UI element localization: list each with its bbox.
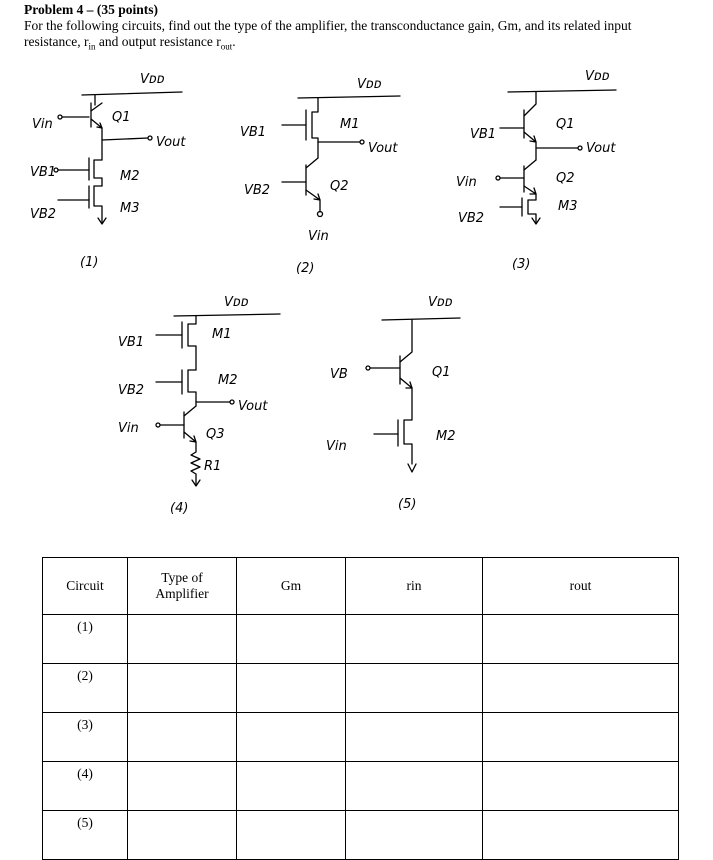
c3-vdd-label: Vᴅᴅ	[585, 69, 610, 84]
table-row	[43, 713, 679, 762]
c2-vdd-rail	[298, 96, 400, 98]
c3-m3-label: M3	[558, 199, 578, 214]
c1-vout-terminal	[148, 136, 152, 140]
c1-m2-label: M2	[120, 169, 140, 184]
c1-vin-terminal	[58, 115, 62, 119]
instructions-line2b: and output resistance r	[95, 34, 221, 49]
c3-q1-emitter-arrow	[524, 132, 536, 142]
c1-vb2-label: VB2	[30, 207, 57, 222]
c2-vout-label: Vout	[368, 141, 398, 156]
c5-q1-collector	[400, 320, 412, 362]
c3-vout-label: Vout	[586, 141, 616, 156]
circuit-4	[118, 295, 280, 516]
c1-m3-label: M3	[120, 201, 140, 216]
c5-q1-emitter-arrow	[400, 378, 412, 388]
c4-vin-label: Vin	[118, 421, 139, 436]
c5-q1-label: Q1	[432, 365, 451, 380]
rin-cell[interactable]	[346, 811, 483, 860]
c5-vb-label: VB	[330, 367, 348, 382]
gm-cell[interactable]	[237, 615, 346, 664]
circuit-3	[456, 69, 616, 272]
header-rout: rout	[483, 558, 679, 615]
c2-vdd-label: Vᴅᴅ	[357, 77, 382, 92]
c2-number: (2)	[296, 261, 315, 276]
rout-subscript: out	[220, 41, 233, 52]
table-row	[43, 615, 679, 664]
c3-q2-collector-arm	[524, 160, 536, 170]
c4-vdd-rail	[174, 314, 280, 316]
c4-m2-channel	[188, 370, 196, 406]
c3-vdd-rail	[508, 90, 616, 92]
c4-q3-emitter-arrow	[184, 432, 196, 442]
row-circuit-label: (1)	[43, 615, 128, 664]
c4-number: (4)	[170, 501, 189, 516]
c4-r1-label: R1	[204, 459, 222, 474]
table-row	[43, 811, 679, 860]
c2-m1-label: M1	[340, 117, 360, 132]
c1-vb1-label: VB1	[30, 165, 57, 180]
c2-vin-label: Vin	[308, 229, 329, 244]
rout-cell[interactable]	[483, 713, 679, 762]
circuit-5	[326, 295, 460, 512]
c4-r1-resistor	[191, 442, 200, 484]
rout-cell[interactable]	[483, 811, 679, 860]
c5-vin-label: Vin	[326, 439, 347, 454]
c1-q1-emitter-arrow	[91, 119, 102, 128]
c1-vout-label: Vout	[156, 135, 186, 150]
c2-vb1-label: VB1	[240, 125, 267, 140]
c4-m1-label: M1	[212, 327, 232, 342]
c1-m2-channel	[94, 160, 102, 186]
c3-vb1-label: VB1	[470, 127, 497, 142]
type-cell[interactable]	[128, 615, 237, 664]
header-rin: rin	[346, 558, 483, 615]
c5-number: (5)	[398, 497, 417, 512]
rout-cell[interactable]	[483, 615, 679, 664]
c1-vout-wire	[102, 138, 148, 140]
c4-q3-collector-arm	[184, 406, 196, 416]
c3-number: (3)	[512, 257, 531, 272]
answer-table-header	[43, 558, 679, 615]
type-cell[interactable]	[128, 762, 237, 811]
c5-m2-channel	[404, 388, 412, 464]
c1-vdd-rail	[82, 92, 182, 95]
c4-vout-terminal	[230, 400, 234, 404]
gm-cell[interactable]	[237, 664, 346, 713]
rin-cell[interactable]	[346, 713, 483, 762]
header-type-line2: Amplifier	[155, 586, 209, 601]
c5-m2-label: M2	[436, 429, 456, 444]
c1-vdd-label: Vᴅᴅ	[140, 72, 165, 87]
problem-title: Problem 4 – (35 points)	[24, 2, 158, 17]
c4-vb1-label: VB1	[118, 335, 145, 350]
c3-vb2-label: VB2	[458, 211, 485, 226]
c4-q3-label: Q3	[206, 427, 225, 442]
c1-m3-channel	[94, 186, 102, 222]
instructions-line2a: resistance, r	[24, 34, 89, 49]
c2-vout-terminal	[360, 140, 364, 144]
c2-m1-channel	[312, 98, 318, 158]
c3-q2-label: Q2	[556, 171, 575, 186]
c3-vin-terminal	[496, 176, 500, 180]
instructions-line2c: .	[232, 34, 236, 49]
c1-number: (1)	[80, 255, 99, 270]
c4-vb2-label: VB2	[118, 383, 145, 398]
c1-q1-collector-arm	[91, 103, 102, 111]
table-row	[43, 762, 679, 811]
rin-cell[interactable]	[346, 664, 483, 713]
header-circuit: Circuit	[43, 558, 128, 615]
c3-vout-terminal	[578, 146, 582, 150]
c3-vin-label: Vin	[456, 175, 477, 190]
table-row	[43, 664, 679, 713]
answer-table	[42, 557, 679, 860]
type-cell[interactable]	[128, 713, 237, 762]
rin-subscript: in	[88, 41, 96, 52]
circuit-2	[240, 77, 400, 276]
c1-q1-label: Q1	[112, 110, 131, 125]
header-type-line1: Type of	[161, 570, 203, 585]
c5-vdd-label: Vᴅᴅ	[428, 295, 453, 310]
circuit-1	[30, 72, 186, 270]
c4-vdd-label: Vᴅᴅ	[224, 295, 249, 310]
c4-vout-label: Vout	[238, 399, 268, 414]
type-cell[interactable]	[128, 664, 237, 713]
row-circuit-label: (5)	[43, 811, 128, 860]
c1-vin-label: Vin	[32, 117, 53, 132]
gm-cell[interactable]	[237, 713, 346, 762]
c5-vdd-rail	[382, 318, 460, 320]
c2-vb2-label: VB2	[244, 183, 271, 198]
c3-q1-label: Q1	[556, 117, 575, 132]
c5-vb-terminal	[366, 366, 370, 370]
c4-m1-channel	[188, 316, 196, 370]
row-circuit-label: (2)	[43, 664, 128, 713]
gm-cell[interactable]	[237, 811, 346, 860]
c4-m2-label: M2	[218, 373, 238, 388]
c5-ground-arrow	[408, 464, 416, 472]
c2-q2-label: Q2	[330, 179, 349, 194]
rout-cell[interactable]	[483, 664, 679, 713]
gm-cell[interactable]	[237, 762, 346, 811]
c3-q1-collector	[524, 92, 536, 116]
c2-q2-emitter-arrow	[306, 190, 320, 200]
c2-q2-collector-arm	[306, 158, 318, 168]
rin-cell[interactable]	[346, 762, 483, 811]
instructions-line1: For the following circuits, find out the type of the amplifier, the transconductance gain, Gm, and its related input	[24, 18, 632, 33]
rin-cell[interactable]	[346, 615, 483, 664]
rout-cell[interactable]	[483, 762, 679, 811]
type-cell[interactable]	[128, 811, 237, 860]
row-circuit-label: (4)	[43, 762, 128, 811]
c4-vin-terminal	[156, 423, 160, 427]
header-type	[128, 558, 237, 615]
header-gm: Gm	[237, 558, 346, 615]
row-circuit-label: (3)	[43, 713, 128, 762]
c3-q2-emitter-arrow	[524, 186, 536, 194]
